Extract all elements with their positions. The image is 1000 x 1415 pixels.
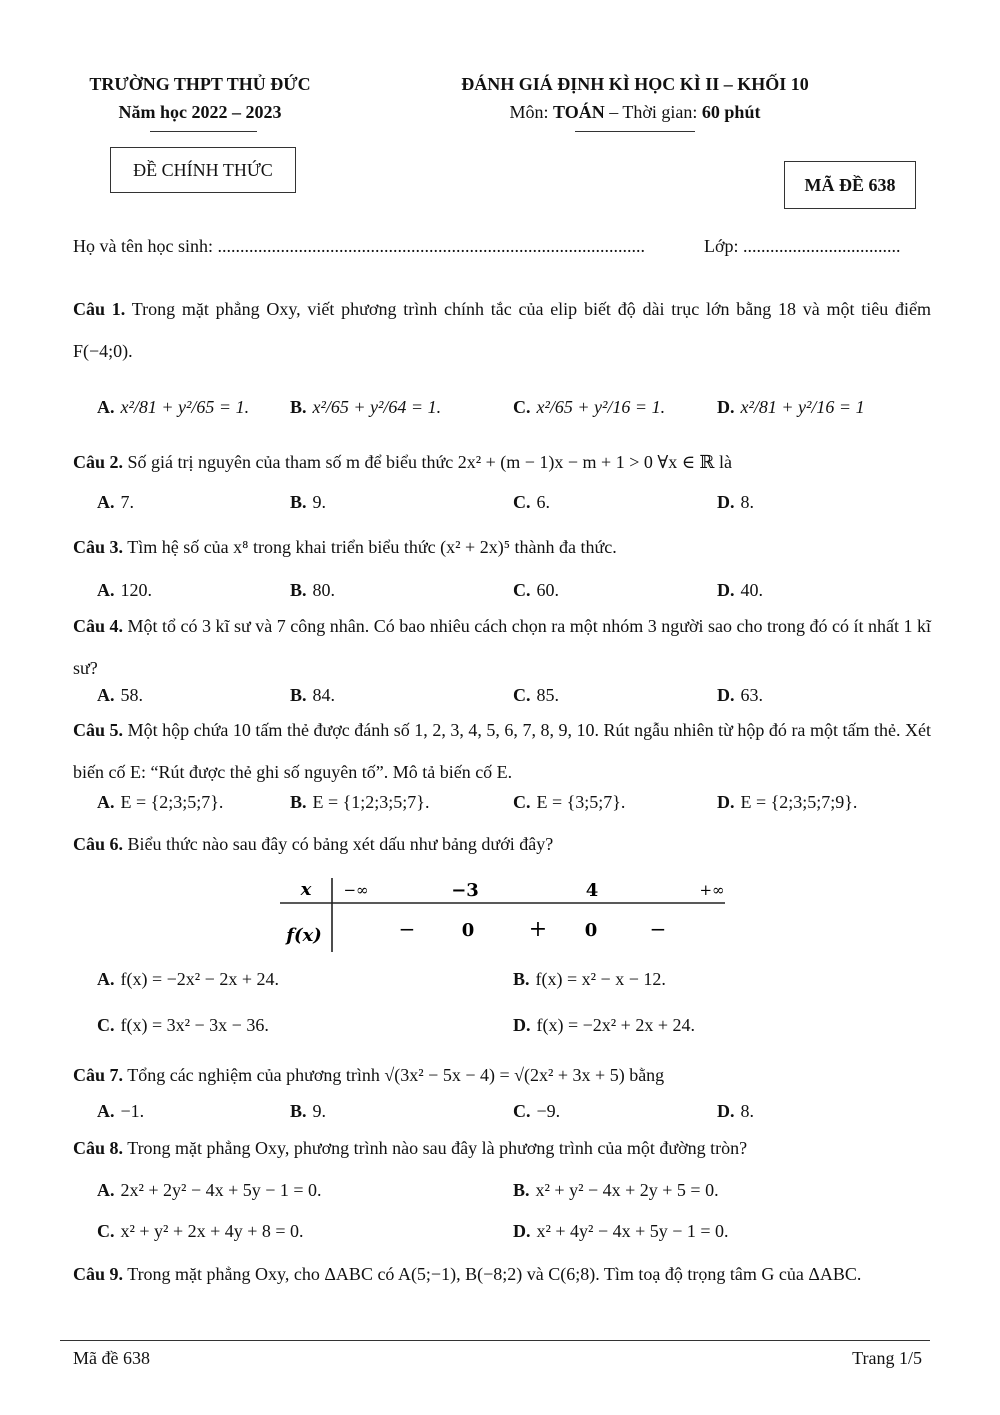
question-text: Số giá trị nguyên của tham số m để biểu thức 2x² + (m − 1)x − m + 1 > 0 ∀x ∈ ℝ là bbox=[127, 452, 732, 472]
sign-table-x-plus-inf: +∞ bbox=[699, 881, 725, 899]
question-text: Một hộp chứa 10 tấm thẻ được đánh số 1, 2, 3, 4, 5, 6, 7, 8, 9, 10. Rút ngẫu nhiên từ hộp đó ra một tấm thẻ. Xét biến cố E: “Rút được thẻ ghi số nguyên tố”. Mô tả biến cố E. bbox=[73, 720, 932, 782]
exam-title: ĐÁNH GIÁ ĐỊNH KÌ HỌC KÌ II – KHỐI 10 bbox=[461, 74, 809, 94]
question-3 bbox=[73, 526, 931, 568]
q7-option-c[interactable]: C. −9. bbox=[513, 1101, 561, 1121]
subject: TOÁN bbox=[553, 102, 605, 122]
q5-option-c[interactable]: C. E = {3;5;7}. bbox=[513, 792, 626, 812]
question-label: Câu 3. bbox=[73, 537, 124, 557]
time-prefix: – Thời gian: bbox=[604, 102, 702, 122]
q1-option-b[interactable]: B. x²/65 + y²/64 = 1. bbox=[290, 397, 442, 417]
q5-option-d[interactable]: D. E = {2;3;5;7;9}. bbox=[717, 792, 858, 812]
student-name-line: Họ và tên học sinh: ............................................................................................... bbox=[73, 236, 645, 256]
question-label: Câu 5. bbox=[73, 720, 124, 740]
question-1 bbox=[73, 288, 931, 372]
question-label: Câu 8. bbox=[73, 1138, 124, 1158]
question-text: Trong mặt phẳng Oxy, cho ΔABC có A(5;−1), B(−8;2) và C(6;8). Tìm toạ độ trọng tâm G của ΔABC. bbox=[127, 1264, 862, 1284]
sign-table-zero-1: 0 bbox=[461, 920, 475, 941]
q4-option-d[interactable]: D. 63. bbox=[717, 685, 763, 705]
sign-table-x-label: x bbox=[300, 879, 312, 900]
q4-option-b[interactable]: B. 84. bbox=[290, 685, 336, 705]
question-4 bbox=[73, 605, 931, 689]
q3-option-c[interactable]: C. 60. bbox=[513, 580, 559, 600]
question-5 bbox=[73, 709, 931, 793]
question-9 bbox=[73, 1253, 931, 1295]
sign-table-sign-2: + bbox=[528, 917, 548, 942]
q8-option-c[interactable]: C. x² + y² + 2x + 4y + 8 = 0. bbox=[97, 1221, 304, 1241]
subject-prefix: Môn: bbox=[509, 102, 554, 122]
sign-table-x-minus-inf: −∞ bbox=[343, 881, 369, 899]
q6-option-c[interactable]: C. f(x) = 3x² − 3x − 36. bbox=[97, 1015, 269, 1035]
question-2 bbox=[73, 441, 931, 483]
exam-time: 60 phút bbox=[701, 102, 761, 122]
footer-page-number: Trang 1/5 bbox=[852, 1348, 922, 1368]
official-exam-label: ĐỀ CHÍNH THỨC bbox=[133, 159, 273, 180]
official-exam-box bbox=[110, 147, 296, 193]
q7-option-a[interactable]: A. −1. bbox=[97, 1101, 145, 1121]
question-label: Câu 2. bbox=[73, 452, 124, 472]
q8-option-b[interactable]: B. x² + y² − 4x + 2y + 5 = 0. bbox=[513, 1180, 719, 1200]
q6-option-a[interactable]: A. f(x) = −2x² − 2x + 24. bbox=[97, 969, 279, 989]
question-label: Câu 7. bbox=[73, 1065, 124, 1085]
q2-option-d[interactable]: D. 8. bbox=[717, 492, 754, 512]
question-text: Một tổ có 3 kĩ sư và 7 công nhân. Có bao nhiêu cách chọn ra một nhóm 3 người sao cho trong đó có ít nhất 1 kĩ sư? bbox=[73, 616, 932, 678]
q2-option-c[interactable]: C. 6. bbox=[513, 492, 550, 512]
q1-option-c[interactable]: C. x²/65 + y²/16 = 1. bbox=[513, 397, 666, 417]
q8-option-a[interactable]: A. 2x² + 2y² − 4x + 5y − 1 = 0. bbox=[97, 1180, 322, 1200]
q1-option-a[interactable]: A. x²/81 + y²/65 = 1. bbox=[97, 397, 250, 417]
question-text: Tổng các nghiệm của phương trình √(3x² − 5x − 4) = √(2x² + 3x + 5) bằng bbox=[127, 1065, 665, 1085]
sign-table-zero-2: 0 bbox=[584, 920, 598, 941]
q3-option-a[interactable]: A. 120. bbox=[97, 580, 152, 600]
sign-table-sign-3: − bbox=[649, 917, 667, 941]
question-8 bbox=[73, 1127, 931, 1169]
school-name: TRƯỜNG THPT THỦ ĐỨC bbox=[89, 74, 311, 94]
student-class-line: Lớp: ................................... bbox=[704, 236, 901, 256]
q7-option-b[interactable]: B. 9. bbox=[290, 1101, 327, 1121]
q3-option-b[interactable]: B. 80. bbox=[290, 580, 336, 600]
q3-option-d[interactable]: D. 40. bbox=[717, 580, 763, 600]
q6-option-d[interactable]: D. f(x) = −2x² + 2x + 24. bbox=[513, 1015, 695, 1035]
footer-exam-code: Mã đề 638 bbox=[73, 1348, 150, 1368]
school-underline bbox=[150, 131, 257, 132]
title-underline bbox=[575, 131, 695, 132]
q4-option-a[interactable]: A. 58. bbox=[97, 685, 143, 705]
question-label: Câu 4. bbox=[73, 616, 124, 636]
question-label: Câu 1. bbox=[73, 299, 126, 319]
exam-code-label: MÃ ĐỀ 638 bbox=[804, 174, 896, 195]
footer-rule bbox=[60, 1340, 930, 1341]
question-text: Trong mặt phẳng Oxy, phương trình nào sau đây là phương trình của một đường tròn? bbox=[127, 1138, 748, 1158]
q6-option-b[interactable]: B. f(x) = x² − x − 12. bbox=[513, 969, 666, 989]
sign-table-x-root-1: −3 bbox=[451, 880, 479, 901]
exam-subject-line bbox=[420, 102, 850, 123]
q5-option-b[interactable]: B. E = {1;2;3;5;7}. bbox=[290, 792, 430, 812]
q5-option-a[interactable]: A. E = {2;3;5;7}. bbox=[97, 792, 224, 812]
exam-code-box bbox=[784, 161, 916, 209]
sign-table bbox=[270, 870, 740, 960]
question-7 bbox=[73, 1054, 931, 1096]
q2-option-b[interactable]: B. 9. bbox=[290, 492, 327, 512]
question-text: Tìm hệ số của x⁸ trong khai triển biểu thức (x² + 2x)⁵ thành đa thức. bbox=[127, 537, 617, 557]
q2-option-a[interactable]: A. 7. bbox=[97, 492, 134, 512]
question-label: Câu 6. bbox=[73, 834, 124, 854]
sign-table-sign-1: − bbox=[398, 917, 416, 941]
q8-option-d[interactable]: D. x² + 4y² − 4x + 5y − 1 = 0. bbox=[513, 1221, 729, 1241]
sign-table-fx-label: f(x) bbox=[286, 925, 322, 946]
school-year: Năm học 2022 – 2023 bbox=[118, 102, 282, 122]
sign-table-x-root-2: 4 bbox=[585, 880, 599, 901]
question-label: Câu 9. bbox=[73, 1264, 124, 1284]
q7-option-d[interactable]: D. 8. bbox=[717, 1101, 754, 1121]
question-text: Trong mặt phẳng Oxy, viết phương trình chính tắc của elip biết độ dài trục lớn bằng 18 và một tiêu điểm F(−4;0). bbox=[73, 299, 931, 361]
question-6 bbox=[73, 823, 931, 865]
q4-option-c[interactable]: C. 85. bbox=[513, 685, 559, 705]
question-text: Biểu thức nào sau đây có bảng xét dấu như bảng dưới đây? bbox=[127, 834, 554, 854]
q1-option-d[interactable]: D. x²/81 + y²/16 = 1 bbox=[717, 397, 865, 417]
